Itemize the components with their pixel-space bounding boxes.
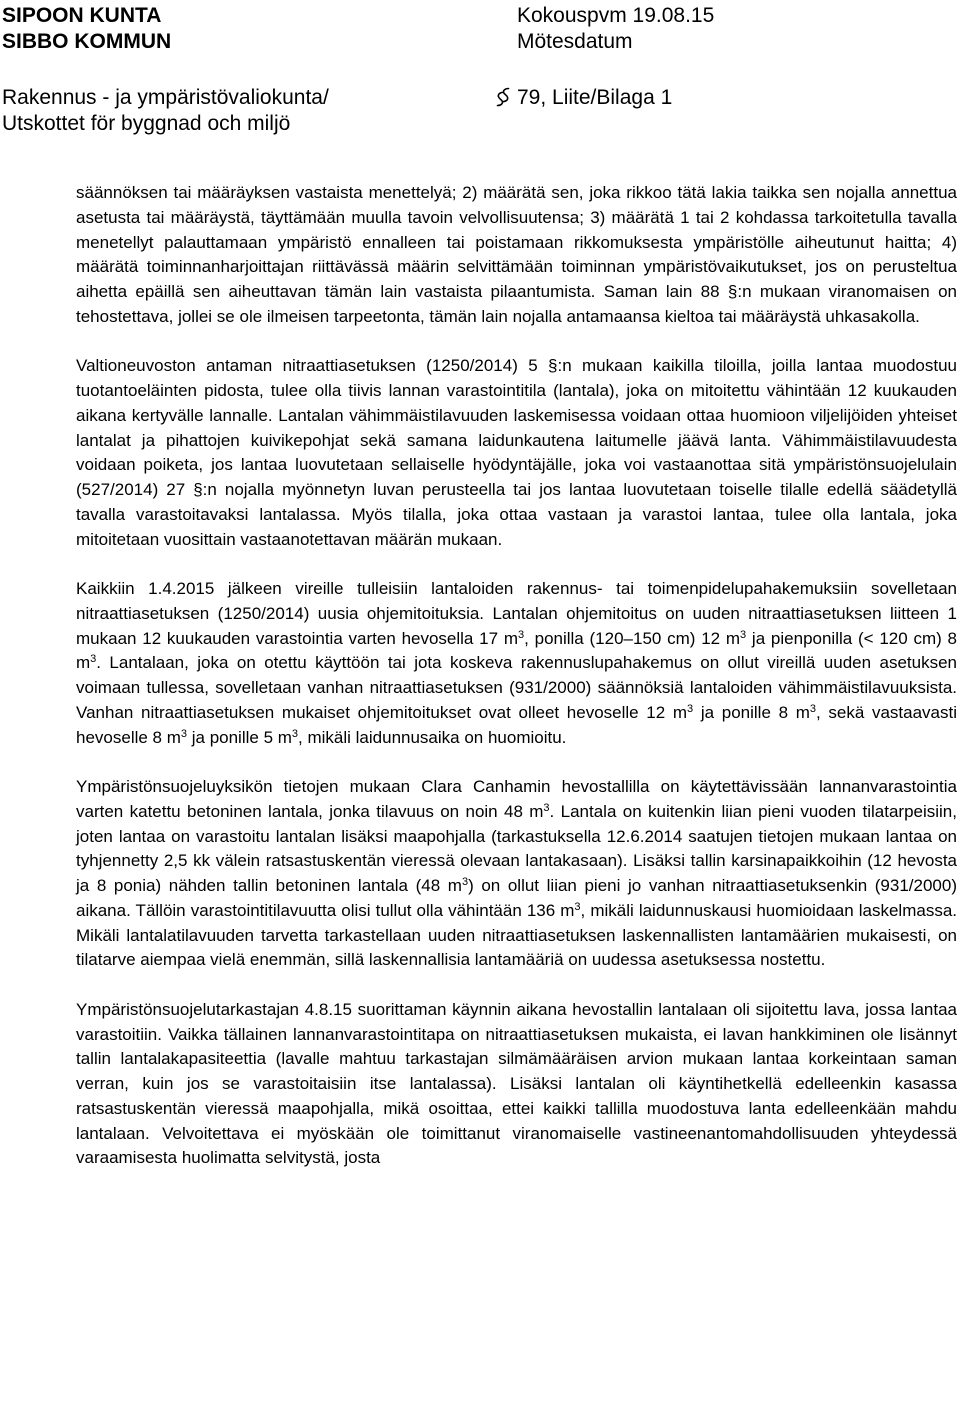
text-segment: , mikäli laidunnusaika on huomioitu. bbox=[298, 727, 567, 747]
text-segment: , mikäli laidunnuskausi huomioidaan laskelmassa. Mikäli lantalatilavuuden tarvetta tarkastellaan uuden nitraattiasetuksen laskennallisten lantamäärien mukaisesti, on tilatarve aiempaa vielä enemmän, sillä laskennallisia lantamääriä on uudessa asetuksessa nostettu. bbox=[76, 900, 957, 970]
committee-name-finnish: Rakennus - ja ympäristövaliokunta/ bbox=[2, 86, 329, 109]
superscript-cubic: 3 bbox=[518, 628, 525, 641]
text-segment: Ympäristönsuojeluyksikön tietojen mukaan Clara Canhamin hevostallilla on käytettävissään lannanvarastointia varten katettu betoninen lantala, jonka tilavuus on noin 48 m bbox=[76, 777, 957, 821]
paragraph-stable-manure-storage bbox=[76, 775, 957, 973]
paragraph-environmental-law-measures: säännöksen tai määräyksen vastaista menettelyä; 2) määrätä sen, joka rikkoo tätä lakia taikka sen nojalla annettua asetusta tai määräystä, täyttämään muulla tavoin velvollisuutensa; 3) määrätä 1 tai 2 kohdassa tarkoitetulla tavalla menetellyt palauttamaan ympäristö ennalleen tai poistamaan rikkomuksesta ympäristölle aiheutunut haitta; 4) määrätä toiminnanharjoittajan riittävässä määrin selvittämään toiminnan ympäristövaikutukset, jos on perusteltua aihetta epäillä sen aiheuttavan tämän lain vastaista pilaantumista. Saman lain 88 §:n mukaan viranomaisen on tehostettava, jollei se ole ilmeisen tarpeetonta, tämän lain nojalla antamaansa kieltoa tai määräystä uhkasakolla. bbox=[76, 183, 957, 326]
text-segment: , sekä vastaavasti hevoselle 8 m bbox=[76, 702, 957, 747]
organization-name-swedish: SIBBO KOMMUN bbox=[2, 30, 172, 53]
superscript-cubic: 3 bbox=[687, 702, 694, 715]
paragraph-nitrate-decree-requirements: Valtioneuvoston antaman nitraattiasetuksen (1250/2014) 5 §:n mukaan kaikilla tiloilla, joilla lantaa muodostuu tuotantoeläinten pidosta, tulee olla tiivis lannan varastointitila (lantala), joka on mitoitettu vähintään 12 kuukauden aikana kertyvälle lannalle. Lantalan vähimmäistilavuuden laskemisessa voidaan ottaa huomioon viljelijöiden yhteiset lantalat ja pihattojen kuivikepohjat sekä samana laidunkautena laitumelle jäävä lanta. Vähimmäistilavuudesta voidaan poiketa, jos lantaa luovutetaan sellaiselle hyödyntäjälle, joka voi vastaanottaa sitä ympäristönsuojelulain (527/2014) 27 §:n nojalla myönnetyn luvan perusteella tai jos lantaa luovutetaan toiselle tilalle edellä säädetyllä tavalla varastoitavaksi lantalassa. Myös tilalla, joka ottaa vastaan ja varastoi lantaa, tulee olla lantala, joka mitoitetaan vuosittain vastaanotettavan määrän mukaan. bbox=[76, 356, 957, 549]
paragraph-manure-storage-dimensioning bbox=[76, 577, 957, 750]
text-segment: , ponilla (120–150 cm) 12 m bbox=[524, 628, 741, 648]
document-header bbox=[0, 0, 960, 140]
text-segment: ja pienponilla (< 120 cm) 8 m bbox=[76, 628, 957, 673]
organization-name-finnish: SIPOON KUNTA bbox=[2, 4, 162, 27]
superscript-cubic: 3 bbox=[740, 628, 747, 641]
text-segment: . Lantala on kuitenkin liian pieni vuoden tilatarpeisiin, joten lantaa on varastoitu lantalan lisäksi maapohjalla (tarkastuksella 12.6.2014 saatujen tietojen mukaan lantaa on tyhjennetty 2,5 kk välein ratsastuskentän vieressä olevaan lantakasaan). Lisäksi tallin karsinapaikkoihin (12 hevosta ja 8 ponia) nähden tallin betoninen lantala (48 m bbox=[76, 801, 957, 895]
text-segment: ja ponille 5 m bbox=[187, 727, 292, 747]
superscript-cubic: 3 bbox=[90, 653, 97, 666]
superscript-cubic: 3 bbox=[543, 801, 550, 814]
text-segment: ja ponille 8 m bbox=[693, 702, 810, 722]
text-segment: . Lantalaan, joka on otettu käyttöön tai jota koskeva rakennuslupahakemus on ollut vireillä uuden asetuksen voimaan tullessa, sovelletaan vanhan nitraattiasetuksen (931/2000) säännöksiä lantaloiden vähimmäistilavuuksista. Vanhan nitraattiasetuksen mukaiset ohjemitoitukset ovat olleet hevoselle 12 m bbox=[76, 653, 957, 722]
superscript-cubic: 3 bbox=[291, 727, 299, 740]
text-segment: Kaikkiin 1.4.2015 jälkeen vireille tulleisiin lantaloiden rakennus- tai toimenpidelupahakemuksiin sovelletaan nitraattiasetuksen (1250/2014) uusia ohjemitoituksia. Lantalan ohjemitoitus on uuden nitraattiasetuksen liitteen 1 mukaan 12 kuukauden varastointia varten hevosella 17 m bbox=[76, 579, 957, 648]
superscript-cubic: 3 bbox=[180, 727, 188, 740]
meeting-date-finnish: Kokouspvm 19.08.15 bbox=[517, 4, 715, 27]
text-segment: ) on ollut liian pieni jo vanhan nitraattiasetuksenkin (931/2000) aikana. Tällöin varastointitilavuutta olisi tullut olla vähintään 136 m bbox=[76, 876, 957, 920]
appendix-reference: 79, Liite/Bilaga 1 bbox=[517, 86, 673, 109]
meeting-date-swedish: Mötesdatum bbox=[517, 30, 633, 53]
superscript-cubic: 3 bbox=[574, 900, 581, 913]
superscript-cubic: 3 bbox=[809, 702, 816, 715]
superscript-cubic: 3 bbox=[461, 876, 469, 888]
committee-name-swedish: Utskottet för byggnad och miljö bbox=[2, 112, 291, 135]
document-body bbox=[76, 181, 957, 1171]
section-mark-icon bbox=[490, 84, 516, 110]
paragraph-inspection-findings: Ympäristönsuojelutarkastajan 4.8.15 suorittaman käynnin aikana hevostallin lantalaan oli sijoitettu lava, jossa lantaa varastoitiin. Vaikka tällainen lannanvarastointitapa on nitraattiasetuksen mukaista, ei lavan hankkiminen ole lisännyt tallin lantalakapasiteettia (lavalle mahtuu tarkastajan silmämääräisen arvion mukaan lantaa korkeintaan saman verran, kuin jos se varastoitaisiin itse lantalassa). Lisäksi lantalan oli käyntihetkellä edelleenkin kasassa ratsastuskentän vieressä maapohjalla, mikä osoittaa, ettei kaikki tallilla muodostuva lanta edelleenkään mahdu lantalaan. Velvoitettava ei myöskään ole toimittanut viranomaiselle vastineenantomahdollisuuden yhteydessä varaamisesta huolimatta selvitystä, josta bbox=[76, 999, 957, 1168]
